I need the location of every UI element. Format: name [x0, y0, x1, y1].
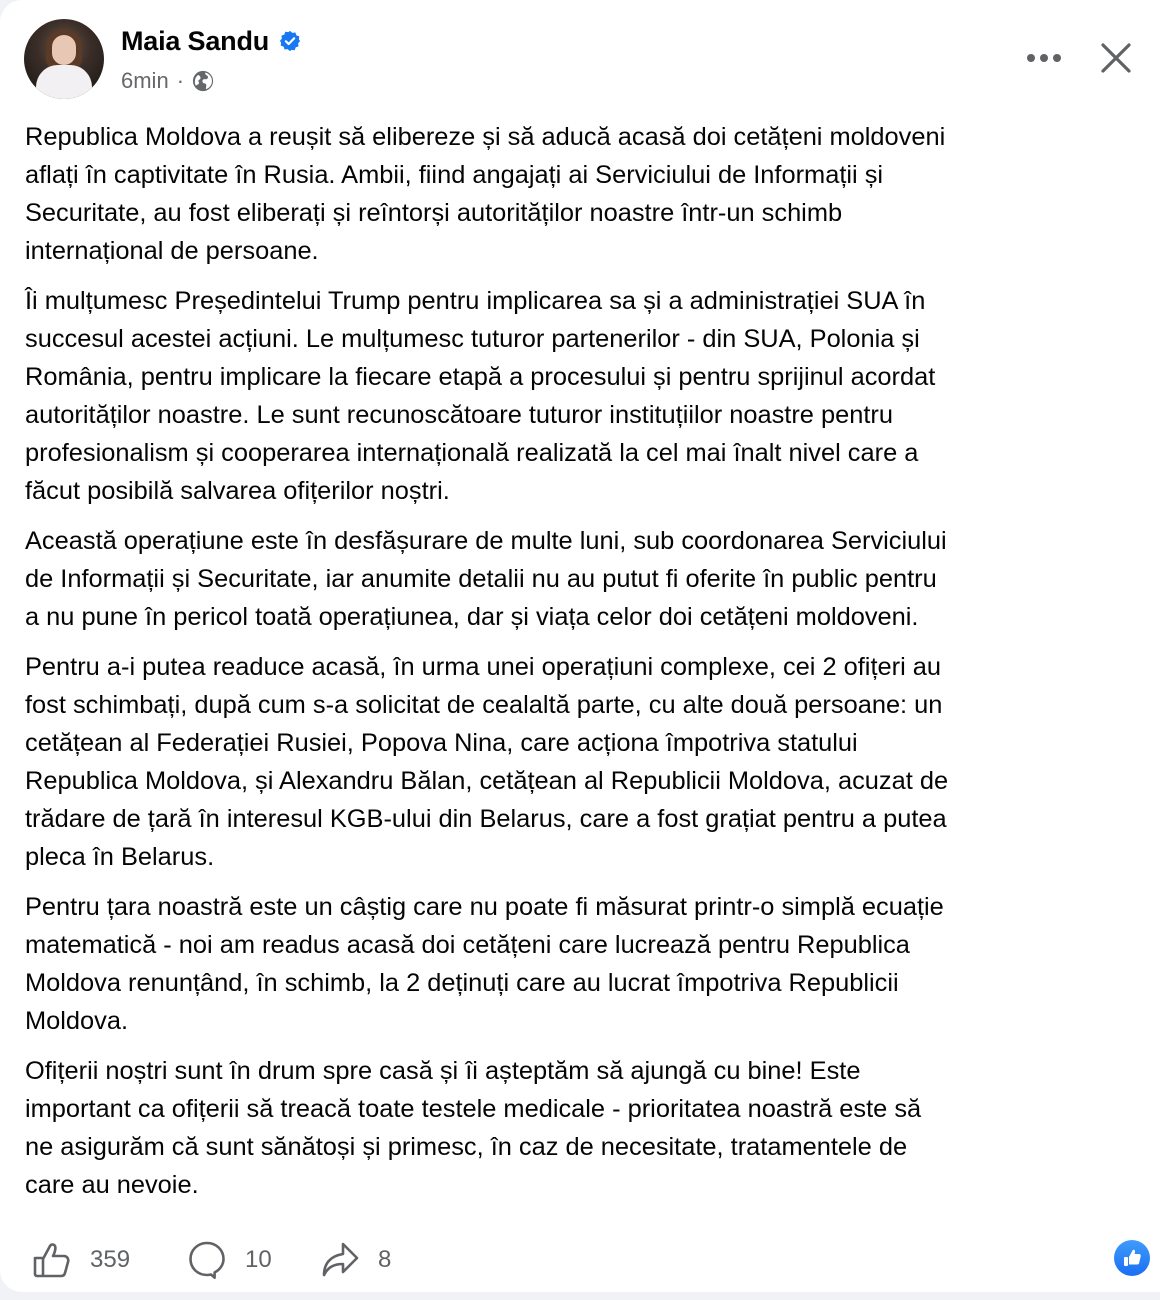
more-options-icon-dot	[1053, 54, 1061, 62]
close-icon	[1100, 42, 1132, 74]
text-line: important ca ofițerii să treacă toate testele medicale - prioritatea noastră este să	[25, 1095, 922, 1123]
header-actions	[1024, 38, 1136, 78]
comment-button[interactable]	[187, 1240, 320, 1280]
text-line: internațional de persoane.	[25, 237, 319, 265]
text-line: România, pentru implicare la fiecare etapă a procesului și pentru sprijinul acordat	[25, 363, 936, 391]
thumbs-up-icon	[32, 1240, 72, 1280]
like-count: 359	[90, 1246, 131, 1273]
text-line: matematică - noi am readus acasă doi cetățeni care lucrează pentru Republica	[25, 931, 910, 959]
post-paragraph-1	[25, 118, 1150, 270]
text-line: trădare de țară în interesul KGB-ului din Belarus, care a fost grațiat pentru a putea	[25, 805, 947, 833]
post-paragraph-6	[25, 1052, 1150, 1204]
post-footer	[32, 1238, 391, 1282]
avatar-body	[36, 65, 92, 99]
text-line: ne asigurăm că sunt sănătoși și primesc, în caz de necesitate, tratamentele de	[25, 1133, 908, 1161]
comment-count: 10	[245, 1246, 272, 1273]
text-line: aflați în captivitate în Rusia. Ambii, fiind angajați ai Serviciului de Informații și	[25, 161, 884, 189]
comment-bubble-icon	[187, 1240, 227, 1280]
text-line: Această operațiune este în desfășurare de multe luni, sub coordonarea Serviciului	[25, 527, 947, 555]
text-line: Pentru a-i putea readuce acasă, în urma unei operațiuni complexe, cei 2 ofițeri au	[25, 653, 942, 681]
post-paragraph-4	[25, 648, 1150, 876]
text-line: Pentru țara noastră este un câștig care nu poate fi măsurat printr-o simplă ecuație	[25, 893, 944, 921]
post-meta	[121, 25, 301, 94]
more-options-icon	[1027, 54, 1035, 62]
more-options-icon-dot	[1040, 54, 1048, 62]
author-name[interactable]: Maia Sandu	[121, 25, 270, 56]
text-line: Moldova.	[25, 1007, 129, 1035]
author-row	[121, 25, 301, 57]
post-timestamp[interactable]: 6min	[121, 68, 169, 93]
text-line: făcut posibilă salvarea ofițerilor noștri.	[25, 477, 450, 505]
post-subline	[121, 68, 301, 94]
text-line: Ofițerii noștri sunt în drum spre casă și îi așteptăm să ajungă cu bine! Este	[25, 1057, 861, 1085]
text-line: succesul acestei acțiuni. Le mulțumesc tuturor partenerilor - din SUA, Polonia și	[25, 325, 920, 353]
like-reaction-icon[interactable]	[1114, 1240, 1150, 1276]
verified-badge-icon	[279, 30, 301, 52]
avatar[interactable]	[24, 19, 104, 99]
post-header	[24, 19, 301, 103]
share-count: 8	[378, 1246, 392, 1273]
like-button[interactable]	[32, 1240, 187, 1280]
avatar-face	[52, 35, 76, 65]
share-button[interactable]	[320, 1240, 391, 1280]
text-line: cetățean al Federației Rusiei, Popova Nina, care acționa împotriva statului	[25, 729, 858, 757]
text-line: care au nevoie.	[25, 1171, 199, 1199]
text-line: Îi mulțumesc Președintelui Trump pentru implicarea sa și a administrației SUA în	[25, 287, 926, 315]
text-line: profesionalism și cooperarea internațională realizată la cel mai înalt nivel care a	[25, 439, 919, 467]
post-paragraph-2	[25, 282, 1150, 510]
text-line: a nu pune în pericol toată operațiunea, dar și viața celor doi cetățeni moldoveni.	[25, 603, 919, 631]
share-arrow-icon	[320, 1240, 360, 1280]
text-line: Securitate, au fost eliberați și reîntorși autorităților noastre într-un schimb	[25, 199, 843, 227]
globe-icon[interactable]	[192, 70, 214, 92]
post-body	[25, 118, 1150, 1204]
text-line: fost schimbați, după cum s-a solicitat de cealaltă parte, cu alte două persoane: un	[25, 691, 943, 719]
text-line: pleca în Belarus.	[25, 843, 215, 871]
text-line: Moldova renunțând, în schimb, la 2 deținuți care au lucrat împotriva Republicii	[25, 969, 899, 997]
text-line: Republica Moldova a reușit să elibereze și să aducă acasă doi cetățeni moldoveni	[25, 123, 946, 151]
more-options-button[interactable]	[1024, 38, 1064, 78]
post-paragraph-3	[25, 522, 1150, 636]
close-button[interactable]	[1096, 38, 1136, 78]
text-line: autorităților noastre. Le sunt recunoscătoare tuturor instituțiilor noastre pentru	[25, 401, 893, 429]
text-line: de Informații și Securitate, iar anumite detalii nu au putut fi oferite în public pentru	[25, 565, 937, 593]
thumbs-up-glyph-icon	[1122, 1248, 1142, 1268]
post-paragraph-5	[25, 888, 1150, 1040]
text-line: Republica Moldova, și Alexandru Bălan, cetățean al Republicii Moldova, acuzat de	[25, 767, 949, 795]
separator-dot: ·	[176, 68, 185, 93]
